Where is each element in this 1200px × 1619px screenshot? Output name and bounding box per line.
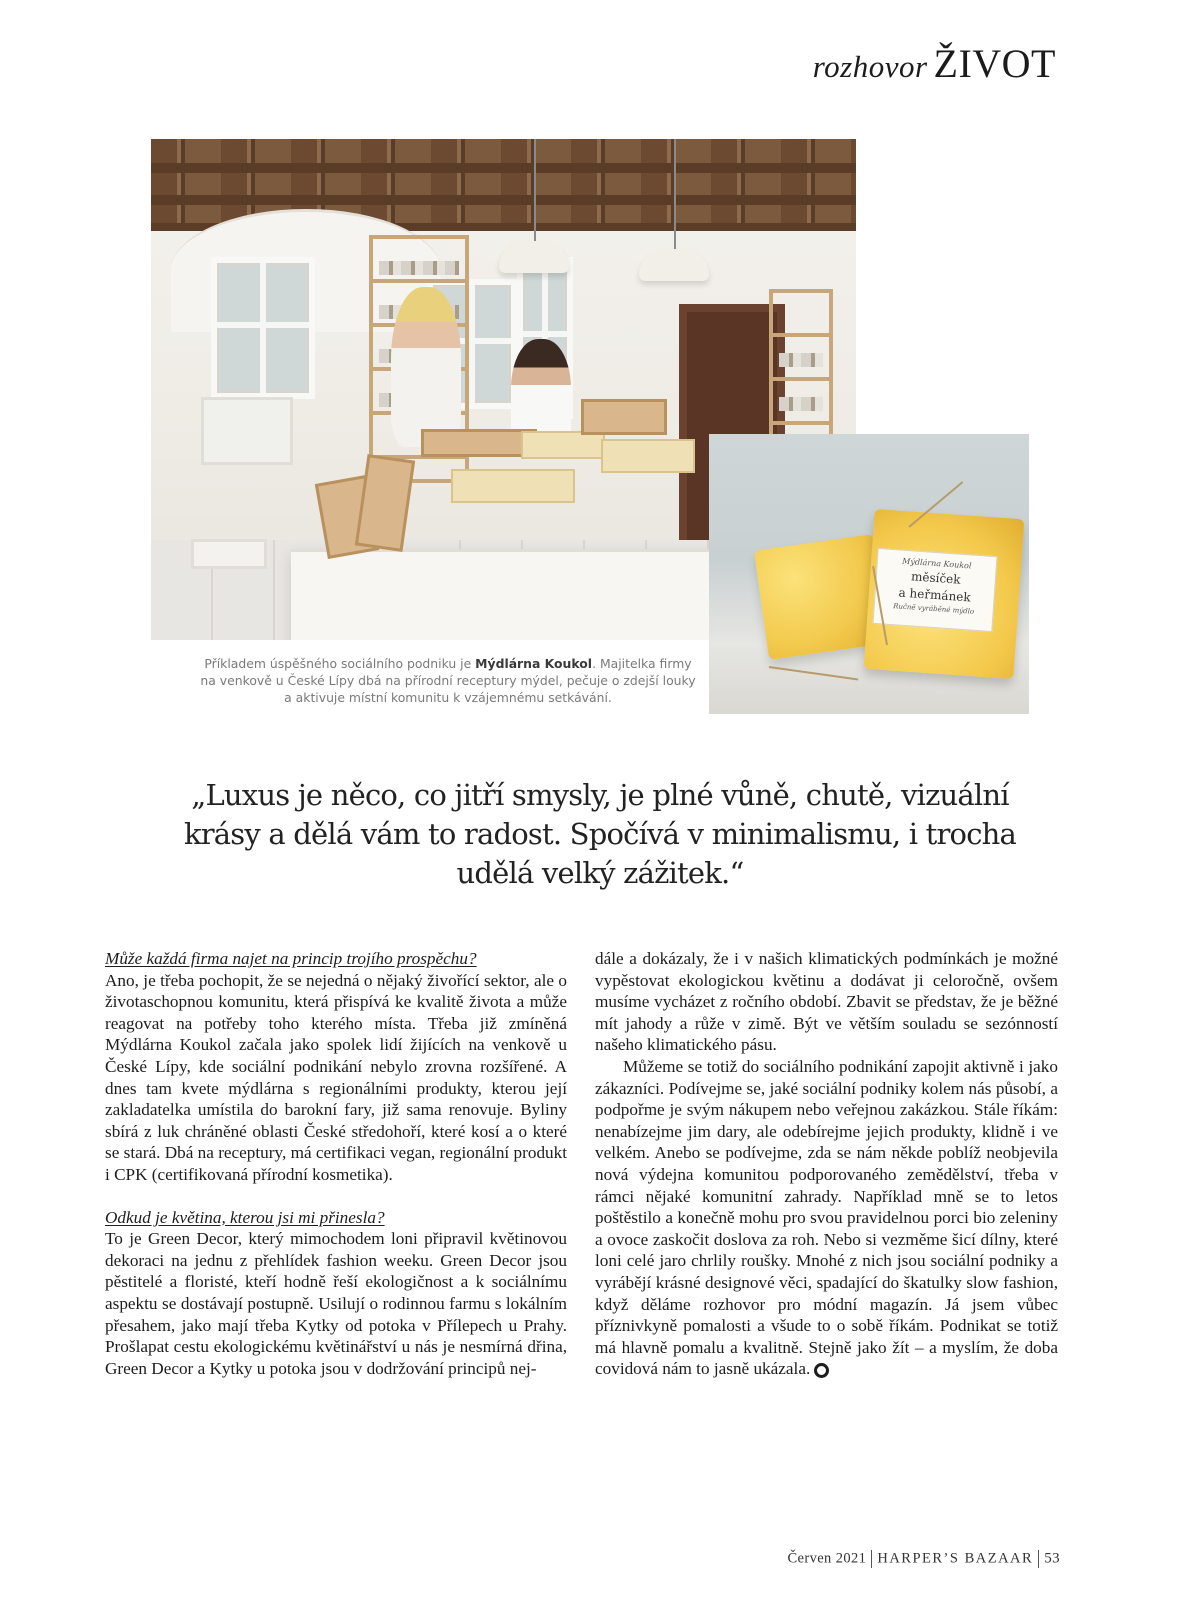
page-footer (787, 1550, 1060, 1568)
soap-block (451, 469, 575, 503)
answer-1: Ano, je třeba pochopit, že se nejedná o nějaký živořící sektor, ale o životaschopnou komunitu, která přispívá ke kvalitě života a může reagovat na potřeby toho kterého místa. Třeba již zmíněná Mýdlárna Koukol začala jako spolek lidí žijících na venkově u České Lípy, kde sociální podnikání nebylo zrovna rozšířené. A dnes tam kvete mýdlárna s regionálními produkty, kterou její zakladatelka umístila do barokní fary, již sama renovuje. Byliny sbírá z luk chráněné oblasti České středohoří, které kosí a o které se stará. Dbá na receptury, má certifikaci vegan, regionální produkt i CPK (certifikovaná přírodní kosmetika). (105, 970, 567, 1184)
soap-label: Mýdlárna Koukol měsíček a heřmánek Ručně vyráběné mýdlo (872, 548, 997, 632)
magazine-name: HARPER’S BAZAAR (877, 1550, 1034, 1567)
lamp-cord (534, 139, 536, 244)
answer-2: To je Green Decor, který mimochodem loni připravil květinovou dekoraci na jednu z přehlídek fashion weeku. Green Decor jsou pěstitelé a floristé, kteří hodně řeší ekologičnost a k sociálnímu aspektu se dostávají postupně. Usilují o rodinnou farmu s lokálním přesahem, jako mají třeba Kytky od potoka v Přílepech u Prahy. Prošlapat cestu ekologickému květinářství u nás je nesmírná dřina, Green Decor a Kytky u potoka jsou v dodržování principů nej- (105, 1229, 567, 1378)
pendant-lamp (499, 241, 569, 273)
page-number: 53 (1044, 1550, 1060, 1567)
answer-2-continued: dále a dokázaly, že i v našich klimatických podmínkách je možné vypěstovat ekologickou květinu a dodávat ji celoročně, ovšem musíme vycházet z ročního období. Zbavit se představ, že je běžné mít jahody a růže v zimě. Být ve větším souladu se sezónností našeho klimatického pásu. (595, 949, 1058, 1055)
soap-mold (421, 429, 537, 457)
pendant-lamp (639, 249, 709, 281)
ceiling-beam (151, 195, 856, 205)
twine (769, 666, 858, 681)
lamp-cord (674, 139, 676, 252)
soap-photo (709, 434, 1029, 714)
issue-date: Červen 2021 (787, 1550, 867, 1567)
section-header (812, 41, 1056, 86)
soap-block (601, 439, 695, 473)
question-2: Odkud je květina, kterou jsi mi přinesla? (105, 1207, 385, 1227)
article-column-right (595, 948, 1058, 1380)
article-column-left (105, 948, 567, 1552)
photo-caption: Příkladem úspěšného sociálního podniku je Mýdlárna Koukol. Majitelka firmy na venkově u České Lípy dbá na přírodní receptury mýdel, pečuje o zdejší louky a aktivuje místní komunitu k vzájemnému setkávání. (200, 656, 696, 705)
soap-mold (355, 454, 415, 552)
footer-divider (871, 1550, 872, 1568)
end-of-article-icon (814, 1363, 829, 1378)
question-1: Může každá firma najet na princip trojího prospěchu? (105, 949, 477, 968)
soap-mold (581, 399, 667, 435)
window (211, 257, 315, 399)
woman-standing (391, 287, 461, 447)
pull-quote: „Luxus je něco, co jitří smysly, je plné vůně, chutě, vizuální krásy a dělá vám to radost. Spočívá v minimalismu, i trocha udělá velký zážitek.“ (183, 778, 1017, 890)
section-label: rozhovor (812, 49, 928, 84)
ceiling-beam (151, 163, 856, 173)
footer-divider (1038, 1550, 1039, 1568)
answer-3: Můžeme se totiž do sociálního podnikání zapojit aktivně i jako zákazníci. Podívejme se, jaké sociální podniky kolem nás působí, a podpořme je svým nákupem nebo veřejnou zakázkou. Stále říkám: nenabízejme jim dary, ale odebírejme jejich produkty, klidně i ve velkém. Anebo se podívejme, zda se nám někde poblíž neobjevila nová výdejna komunitou podporovaného zemědělství, třeba v rámci nějaké komunitní zahrady. Například mně se to letos poštěstilo a konečně mohu pro svou pravidelnou porci bio zeleniny a ovoce zaskočit doslova za roh. Nebo si vezměme šicí dílny, které loni celé jaro chrlily roušky. Mnohé z nich jsou sociální podniky a vyrábějí krásné designové věci, spadající do škatulky slow fashion, když děláme rozhovor pro módní magazín. Já jsem vůbec příznivkyně pomalosti a všude to o sobě říkám. Podnikat se totiž má hlavně pomalu a kvalitně. Stejně jako žít – a myslím, že doba covidová nám to jasně ukázala. (595, 1056, 1058, 1379)
armchair (201, 397, 293, 465)
work-table (291, 549, 711, 640)
soap-block (521, 431, 605, 459)
stool (191, 539, 267, 569)
section-title: ŽIVOT (933, 41, 1056, 86)
